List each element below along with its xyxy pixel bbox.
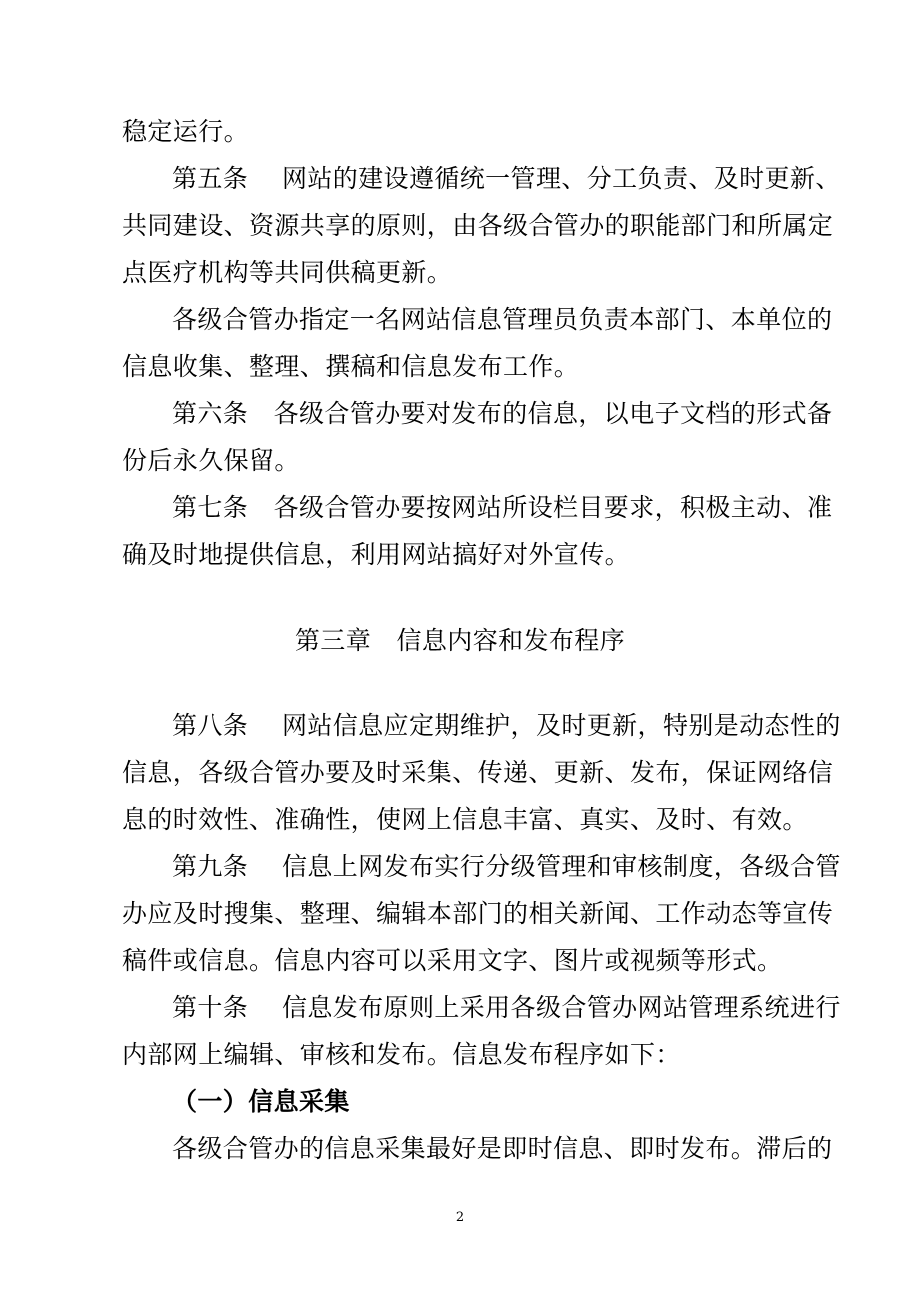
- article-8-line: 第八条 网站信息应定期维护，及时更新，特别是动态性的: [172, 711, 841, 740]
- paragraph-line: 各级合管办的信息采集最好是即时信息、即时发布。滞后的: [172, 1134, 833, 1163]
- text-line: 信息收集、整理、撰稿和信息发布工作。: [122, 352, 580, 381]
- text-line: 稿件或信息。信息内容可以采用文字、图片或视频等形式。: [122, 946, 783, 975]
- text-line: 点医疗机构等共同供稿更新。: [122, 258, 453, 287]
- text-line: 息的时效性、准确性，使网上信息丰富、真实、及时、有效。: [122, 805, 808, 834]
- chapter-heading: 第三章 信息内容和发布程序: [294, 626, 626, 655]
- text-line: 办应及时搜集、整理、编辑本部门的相关新闻、工作动态等宣传: [122, 899, 834, 928]
- article-10-line: 第十条 信息发布原则上采用各级合管办网站管理系统进行: [172, 993, 841, 1022]
- text-line: 信息，各级合管办要及时采集、传递、更新、发布，保证网络信: [122, 758, 834, 787]
- article-5-line: 第五条 网站的建设遵循统一管理、分工负责、及时更新、: [172, 164, 841, 193]
- text-line: 内部网上编辑、审核和发布。信息发布程序如下：: [122, 1040, 681, 1069]
- text-line: 份后永久保留。: [122, 446, 300, 475]
- text-line: 稳定运行。: [122, 117, 250, 146]
- page-number: 2: [455, 1210, 465, 1225]
- text-line: 共同建设、资源共享的原则，由各级合管办的职能部门和所属定: [122, 211, 834, 240]
- article-7-line: 第七条 各级合管办要按网站所设栏目要求，积极主动、准: [172, 493, 833, 522]
- article-6-line: 第六条 各级合管办要对发布的信息，以电子文档的形式备: [172, 399, 833, 428]
- subsection-heading: （一）信息采集: [172, 1087, 350, 1116]
- text-line: 确及时地提供信息，利用网站搞好对外宣传。: [122, 540, 631, 569]
- article-9-line: 第九条 信息上网发布实行分级管理和审核制度，各级合管: [172, 852, 841, 881]
- paragraph-line: 各级合管办指定一名网站信息管理员负责本部门、本单位的: [172, 305, 833, 334]
